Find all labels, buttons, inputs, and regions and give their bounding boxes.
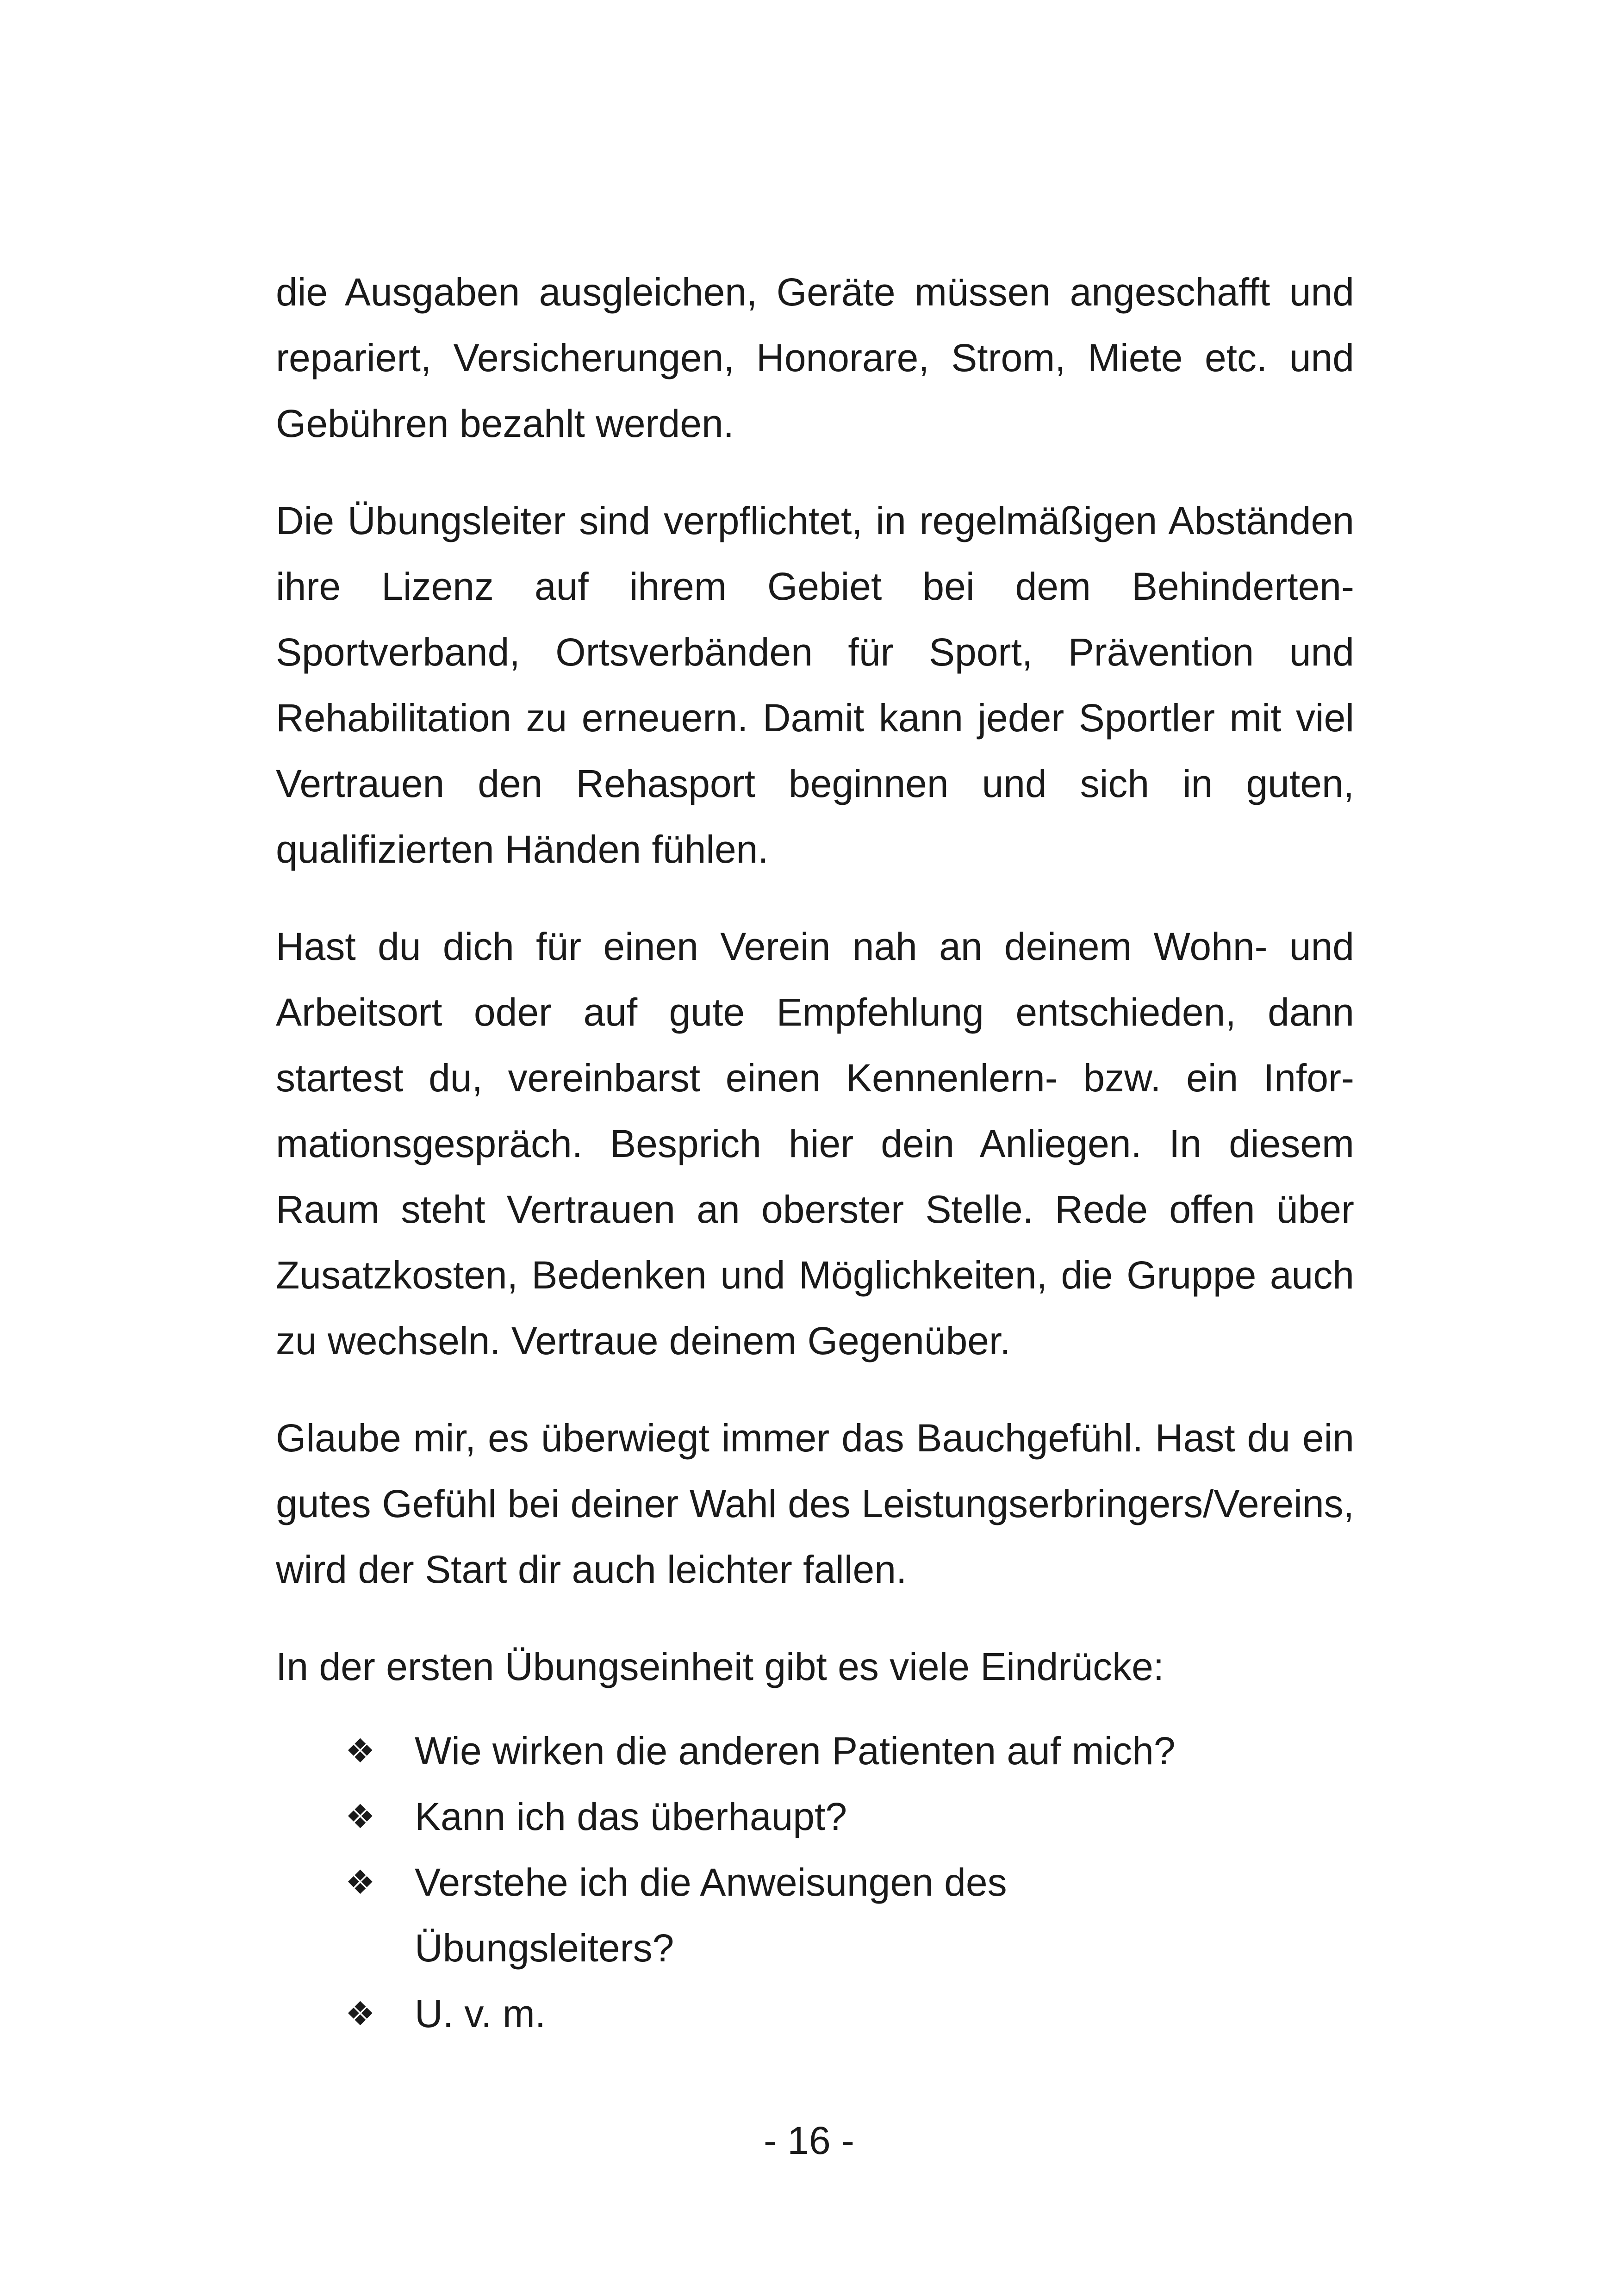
list-item xyxy=(345,1718,1354,1784)
paragraph-costs: die Ausgaben ausgleichen, Geräte müssen angeschafft und repariert, Versicherungen, Honorare, Strom, Miete etc. und Gebühren bezahlt werden. xyxy=(276,270,1354,445)
list-item xyxy=(345,1784,1354,1849)
diamond-bullet-icon: ❖ xyxy=(345,1994,375,2033)
page-number: - 16 - xyxy=(763,2119,855,2162)
list-item xyxy=(345,1849,1201,1981)
paragraph-license: Die Übungsleiter sind verpflichtet, in regelmäßigen Abständen ihre Lizenz auf ihrem Gebiet bei dem Behinderten-Sportverband, Ortsverbänden für Sport, Prävention und Rehabilitation zu erneuern. Damit kann jeder Sportler mit viel Vertrauen den Rehasport beginnen und sich in guten, qualifizierten Händen fühlen. xyxy=(276,499,1354,871)
diamond-bullet-icon: ❖ xyxy=(345,1731,375,1770)
list-item-text: Verstehe ich die Anweisungen des Übungsleiters? xyxy=(415,1860,1007,1970)
paragraph-club-choice: Hast du dich für einen Verein nah an deinem Wohn- und Arbeitsort oder auf gute Empfehlung entschieden, dann startest du, vereinbarst einen Kennenlern- bzw. ein Informationsgespräch. Besprich hier dein Anliegen. In diesem Raum steht Vertrauen an oberster Stelle. Rede offen über Zusatzkosten, Bedenken und Möglichkeiten, die Gruppe auch zu wechseln. Vertraue deinem Gegenüber. xyxy=(276,925,1354,1363)
list-item xyxy=(345,1981,1354,2047)
body-text xyxy=(276,259,1354,2047)
paragraph-gut-feeling: Glaube mir, es überwiegt immer das Bauchgefühl. Hast du ein gutes Gefühl bei deiner Wahl des Leistungserbringers/Vereins, wird der Start dir auch leichter fallen. xyxy=(276,1416,1354,1591)
diamond-bullet-icon: ❖ xyxy=(345,1863,375,1902)
list-item-text: Wie wirken die anderen Patienten auf mich? xyxy=(415,1729,1176,1773)
list-item-text: Kann ich das überhaupt? xyxy=(415,1795,847,1838)
paragraph-first-session: In der ersten Übungseinheit gibt es viele Eindrücke: xyxy=(276,1645,1164,1688)
impressions-list xyxy=(345,1718,1354,2047)
diamond-bullet-icon: ❖ xyxy=(345,1797,375,1836)
list-item-text: U. v. m. xyxy=(415,1992,546,2035)
